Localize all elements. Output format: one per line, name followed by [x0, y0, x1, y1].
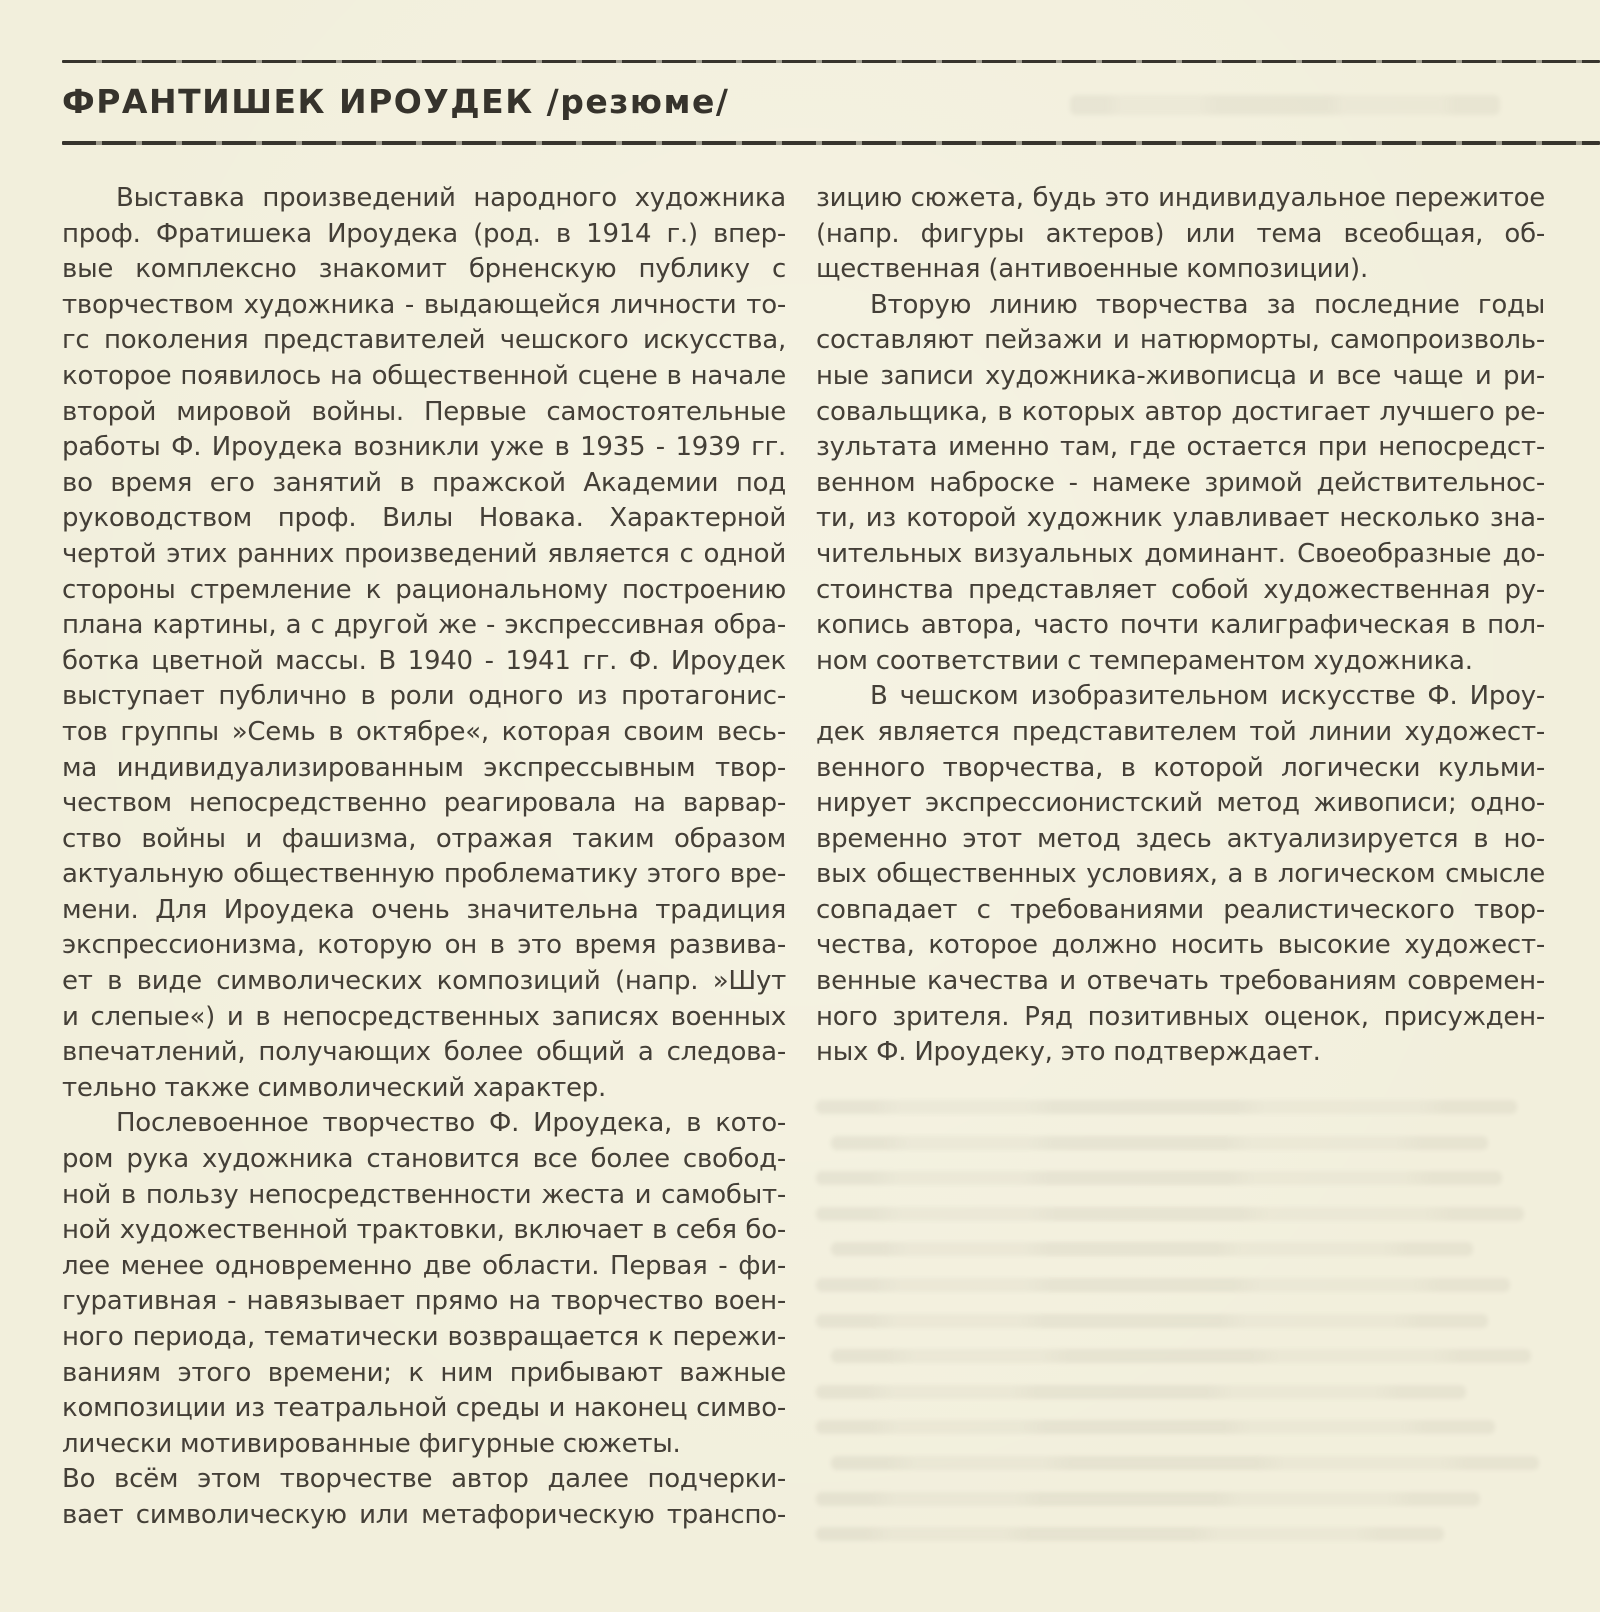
text-line: ного зрителя. Ряд позитивных оценок, присужден- [816, 1001, 1545, 1032]
show-through-line [816, 1492, 1480, 1506]
text-line: которое появилось на общественной сцене в начале [62, 360, 786, 391]
left-column [62, 181, 786, 1534]
text-line: второй мировой войны. Первые самостоятельные [62, 396, 786, 427]
text-line: чертой этих ранних произведений является с одной [62, 538, 786, 569]
text-line: творчеством художника - выдающейся личности то- [62, 289, 786, 320]
show-through-line [816, 1278, 1510, 1292]
page-title: ФРАНТИШЕК ИРОУДЕК /резюме/ [62, 82, 730, 121]
text-line: вает символическую или метафорическую транспо- [62, 1499, 786, 1530]
text-line: проф. Фратишека Ироудека (род. в 1914 г.) впер- [62, 218, 786, 249]
text-line: лически мотивированные фигурные сюжеты. [62, 1428, 681, 1459]
show-through-header [1070, 95, 1500, 115]
show-through-line [816, 1100, 1517, 1114]
text-line: и слепые«) и в непосредственных записях военных [62, 1001, 786, 1032]
horizontal-rule-bottom [62, 141, 1600, 145]
text-line: во время его занятий в пражской Академии под [62, 467, 786, 498]
text-line: ром рука художника становится все более свобод- [62, 1144, 786, 1175]
text-line: вых общественных условиях, а в логическом смысле [816, 859, 1545, 890]
show-through-line [831, 1456, 1539, 1470]
text-line: вые комплексно знакомит брненскую публику с [62, 254, 786, 285]
show-through-line [816, 1385, 1466, 1399]
text-line: зультата именно там, где остается при непосредст- [816, 432, 1545, 463]
text-line: Вторую линию творчества за последние годы [870, 289, 1545, 320]
text-line: выступает публично в роли одного из протагонис- [62, 681, 786, 712]
text-line: ные записи художника-живописца и все чаще и ри- [816, 360, 1545, 391]
text-line: ство войны и фашизма, отражая таким образом [62, 823, 786, 854]
horizontal-rule-top [62, 60, 1600, 63]
text-line: руководством проф. Вилы Новака. Характерной [62, 503, 786, 534]
text-line: совальщика, в которых автор достигает лучшего ре- [816, 396, 1545, 427]
text-line: гуративная - навязывает прямо на творчество воен- [62, 1286, 786, 1317]
text-line: венном наброске - намеке зримой действительнос- [816, 467, 1545, 498]
text-line: ного периода, тематически возвращается к пережи- [62, 1322, 786, 1352]
text-line: ет в виде символических композиций (напр. »Шут [62, 966, 786, 997]
text-line: составляют пейзажи и натюрморты, самопроизволь- [816, 325, 1545, 356]
text-line: В чешском изобразительном искусстве Ф. Ироу- [870, 681, 1545, 712]
text-line: актуальную общественную проблематику этого вре- [62, 859, 786, 890]
text-line: венные качества и отвечать требованиям современ- [816, 966, 1545, 997]
text-line: стороны стремление к рациональному построению [62, 574, 786, 605]
text-line: чительных визуальных доминант. Своеобразные до- [816, 538, 1545, 569]
text-line: Во всём этом творчестве автор далее подчерки- [62, 1464, 786, 1495]
show-through-line [831, 1242, 1473, 1256]
show-through-line [816, 1420, 1495, 1434]
text-line: композиции из театральной среды и наконец симво- [62, 1393, 786, 1424]
text-line: венного творчества, в которой логически кульми- [816, 752, 1545, 783]
text-line: чества, которое должно носить высокие художест- [816, 930, 1545, 961]
text-line: ных Ф. Ироудеку, это подтверждает. [816, 1037, 1321, 1068]
text-line: тов группы »Семь в октябре«, которая своим весь- [62, 716, 786, 747]
text-line: ной художественной трактовки, включает в себя бо- [62, 1215, 786, 1246]
text-line: работы Ф. Ироудека возникли уже в 1935 - 1939 гг. [62, 432, 786, 463]
text-line: тельно также символический характер. [62, 1072, 607, 1103]
text-line: дек является представителем той линии художест- [816, 716, 1545, 747]
text-line: ти, из которой художник улавливает несколько зна- [816, 503, 1545, 534]
text-line: ном соответствии с темпераментом художника. [816, 645, 1473, 676]
text-line: впечатлений, получающих более общий а следова- [62, 1037, 786, 1068]
text-line: копись автора, часто почти калиграфическая в пол- [816, 610, 1545, 641]
text-line: ботка цветной массы. В 1940 - 1941 гг. Ф. Ироудек [62, 645, 786, 676]
show-through-text-block [816, 1100, 1546, 1563]
show-through-line [816, 1171, 1502, 1185]
show-through-line [816, 1314, 1488, 1328]
text-line: Послевоенное творчество Ф. Ироудека, в кото- [116, 1108, 786, 1139]
text-line: мени. Для Ироудека очень значительна традиция [62, 894, 786, 925]
show-through-line [816, 1527, 1444, 1541]
text-line: чеством непосредственно реагировала на варвар- [62, 788, 786, 819]
text-line: ваниям этого времени; к ним прибывают важные [62, 1357, 786, 1388]
text-line: временно этот метод здесь актуализируется в но- [816, 823, 1545, 854]
show-through-line [831, 1136, 1488, 1150]
text-line: плана картины, а с другой же - экспрессивная обра- [62, 610, 786, 641]
text-line: Выставка произведений народного художника [116, 183, 786, 213]
text-line: ной в пользу непосредственности жеста и самобыт- [62, 1179, 786, 1210]
text-line: зицию сюжета, будь это индивидуальное пережитое [816, 183, 1545, 213]
show-through-line [816, 1207, 1524, 1221]
text-line: щественная (антивоенные композиции). [816, 254, 1368, 285]
text-line: нирует экспрессионистский метод живописи; одно- [816, 788, 1545, 819]
text-line: лее менее одновременно две области. Первая - фи- [62, 1250, 786, 1281]
show-through-line [831, 1349, 1532, 1363]
text-line: стоинства представляет собой художественная ру- [816, 574, 1545, 605]
text-line: гс поколения представителей чешского искусства, [62, 325, 786, 356]
text-line: экспрессионизма, которую он в это время развива- [62, 930, 786, 961]
text-line: (напр. фигуры актеров) или тема всеобщая, об- [816, 218, 1545, 249]
text-line: ма индивидуализированным экспрессывным твор- [62, 752, 786, 783]
text-line: совпадает с требованиями реалистического твор- [816, 894, 1545, 925]
